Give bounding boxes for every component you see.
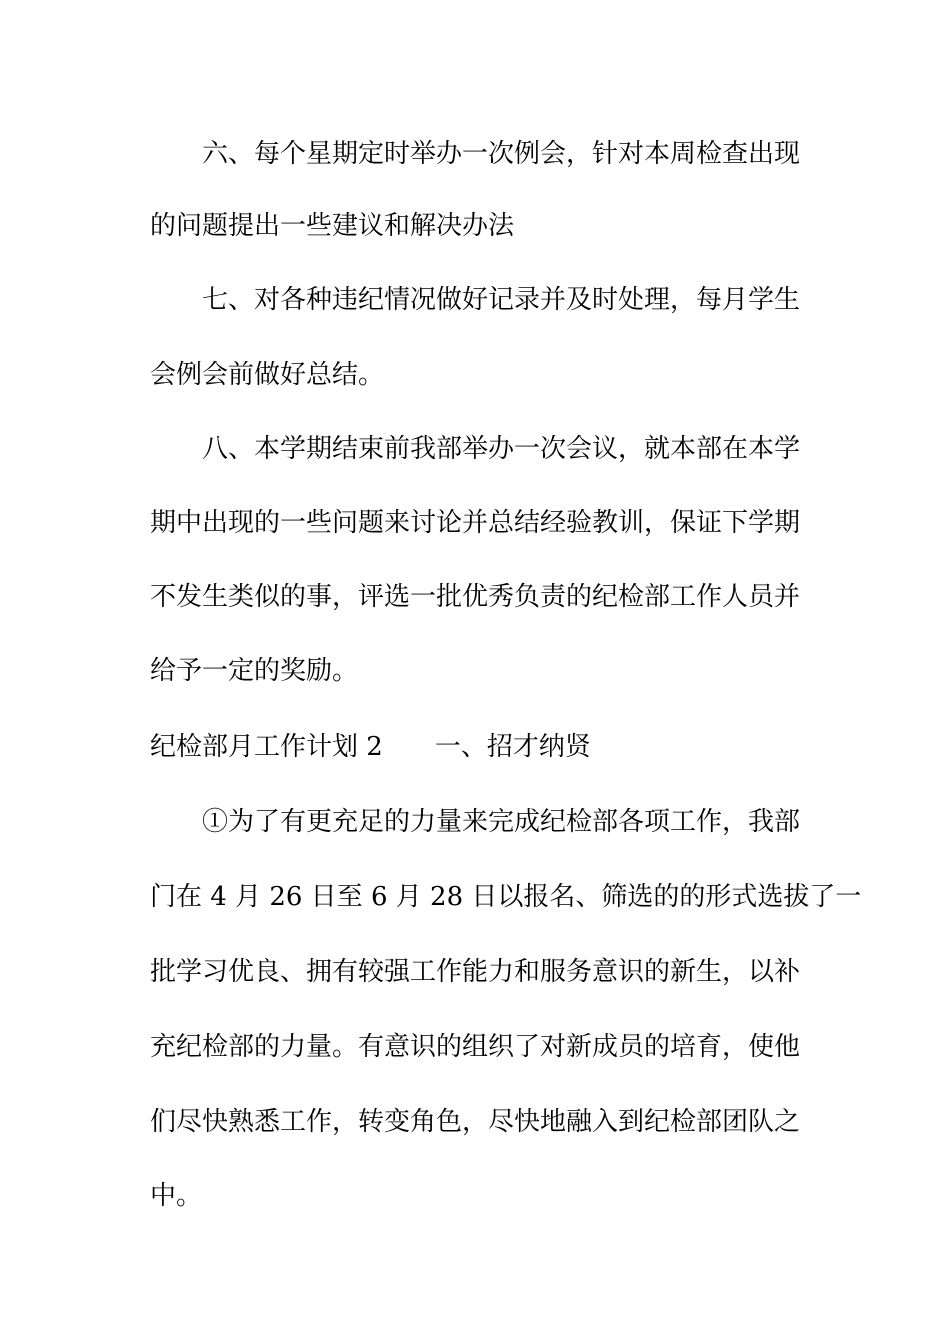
- paragraph-line: 中。: [150, 1181, 203, 1211]
- section-heading: 一、招才纳贤: [434, 732, 591, 762]
- paragraph-line: 六、每个星期定时举办一次例会，针对本周检查出现: [202, 139, 801, 169]
- paragraph-line: 七、对各种违纪情况做好记录并及时处理，每月学生: [202, 285, 801, 315]
- paragraph-line: 给予一定的奖励。: [150, 656, 359, 686]
- paragraph-line: 会例会前做好总结。: [150, 360, 385, 390]
- section-heading-line: [150, 729, 591, 765]
- paragraph-line: 的问题提出一些建议和解决办法: [150, 211, 515, 241]
- paragraph-line: 门在 4 月 26 日至 6 月 28 日以报名、筛选的的形式选拔了一: [150, 882, 862, 912]
- paragraph-line: 批学习优良、拥有较强工作能力和服务意识的新生，以补: [150, 957, 801, 987]
- paragraph-line: 们尽快熟悉工作，转变角色，尽快地融入到纪检部团队之: [150, 1107, 801, 1137]
- paragraph-line: 八、本学期结束前我部举办一次会议，就本部在本学: [202, 434, 801, 464]
- paragraph-line: 不发生类似的事，评选一批优秀负责的纪检部工作人员并: [150, 582, 801, 612]
- plan-title: 纪检部月工作计划 2: [150, 732, 383, 762]
- paragraph-line: 充纪检部的力量。有意识的组织了对新成员的培育，使他: [150, 1032, 801, 1062]
- paragraph-line: 期中出现的一些问题来讨论并总结经验教训，保证下学期: [150, 508, 801, 538]
- paragraph-line: ①为了有更充足的力量来完成纪检部各项工作，我部: [202, 807, 801, 837]
